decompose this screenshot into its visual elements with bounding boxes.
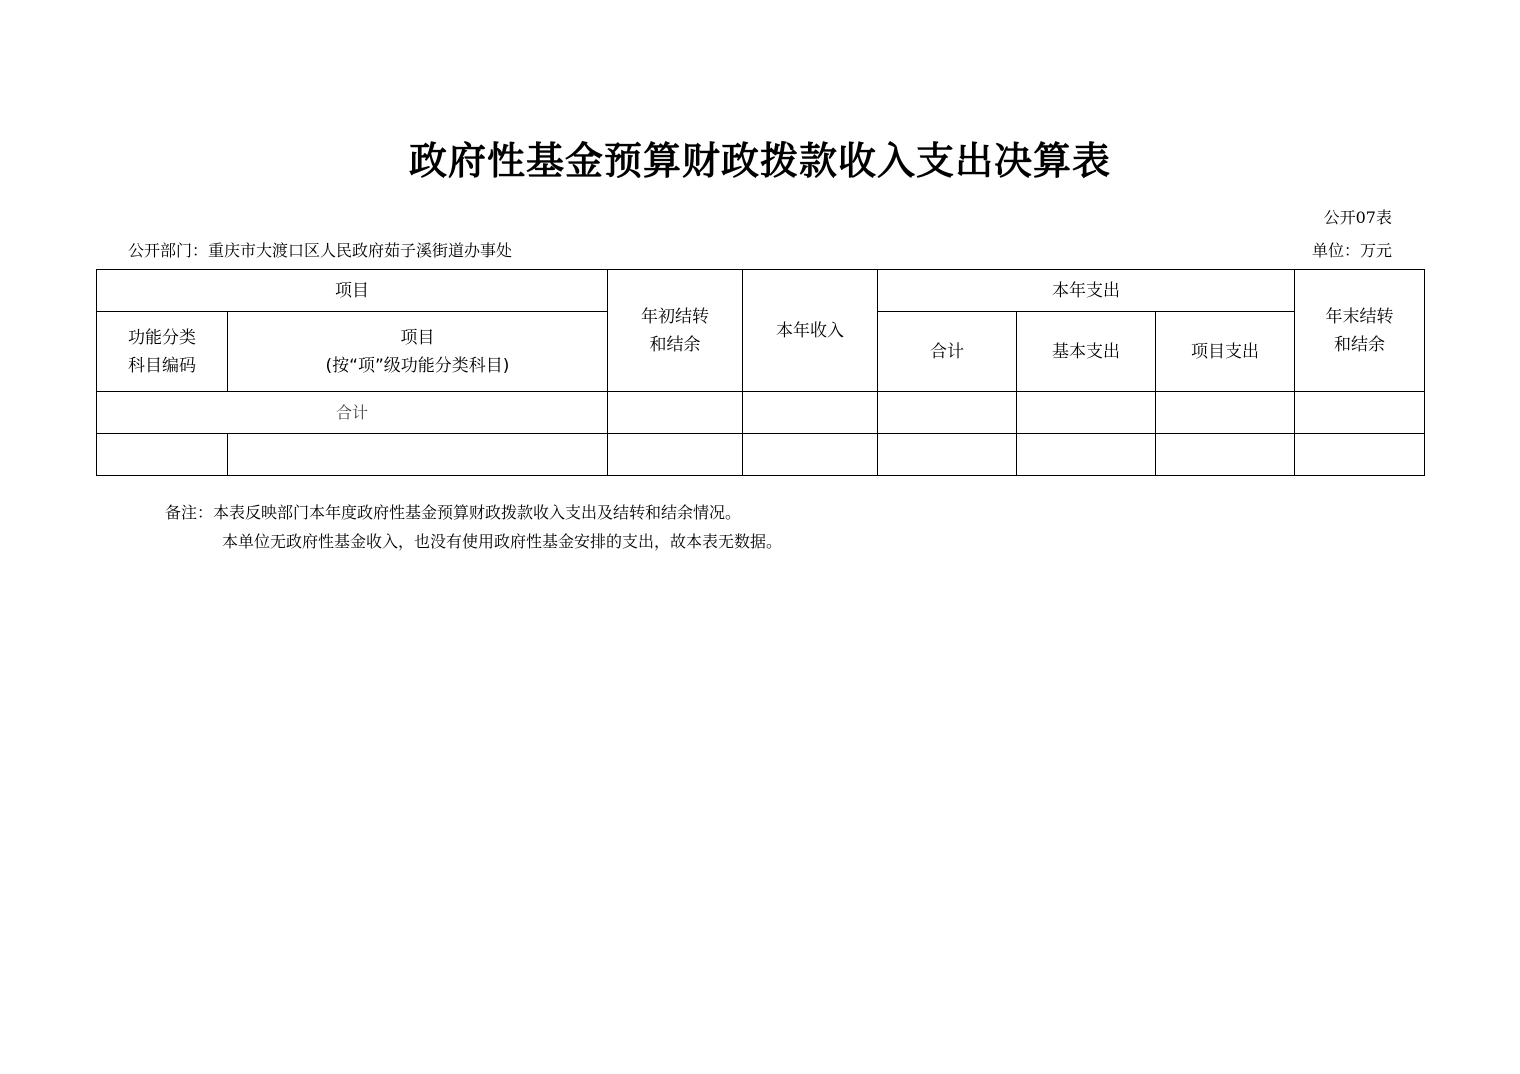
row-expense-project: [1156, 434, 1295, 476]
total-begin: [608, 392, 743, 434]
total-income: [743, 392, 878, 434]
header-expense-group: 本年支出: [878, 270, 1295, 312]
notes: [165, 498, 782, 556]
header-row-1: [97, 270, 1425, 312]
header-end-balance: 年末结转 和结余: [1295, 270, 1425, 392]
budget-table: [96, 269, 1425, 476]
row-end: [1295, 434, 1425, 476]
total-label: 合计: [97, 392, 608, 434]
header-expense-project: 项目支出: [1156, 312, 1295, 392]
row-begin: [608, 434, 743, 476]
header-income: 本年收入: [743, 270, 878, 392]
header-item: 项目 (按“项”级功能分类科目): [228, 312, 608, 392]
header-item-group: 项目: [97, 270, 608, 312]
total-expense-basic: [1017, 392, 1156, 434]
header-expense-basic: 基本支出: [1017, 312, 1156, 392]
note-line-2: 本单位无政府性基金收入，也没有使用政府性基金安排的支出，故本表无数据。: [222, 532, 783, 551]
total-expense-project: [1156, 392, 1295, 434]
unit-label: 单位：万元: [1311, 241, 1392, 260]
table-row: [97, 434, 1425, 476]
form-number: 公开07表: [1323, 208, 1392, 227]
header-function-code: 功能分类 科目编码: [97, 312, 228, 392]
total-row: [97, 392, 1425, 434]
row-item: [228, 434, 608, 476]
total-end: [1295, 392, 1425, 434]
header-expense-total: 合计: [878, 312, 1017, 392]
note-line-1: 备注：本表反映部门本年度政府性基金预算财政拨款收入支出及结转和结余情况。: [165, 503, 742, 522]
department-label: 公开部门：重庆市大渡口区人民政府茹子溪街道办事处: [128, 241, 513, 260]
row-expense-basic: [1017, 434, 1156, 476]
row-income: [743, 434, 878, 476]
header-begin-balance: 年初结转 和结余: [608, 270, 743, 392]
row-expense-total: [878, 434, 1017, 476]
total-expense-total: [878, 392, 1017, 434]
row-code: [97, 434, 228, 476]
page-title: 政府性基金预算财政拨款收入支出决算表: [408, 139, 1111, 183]
